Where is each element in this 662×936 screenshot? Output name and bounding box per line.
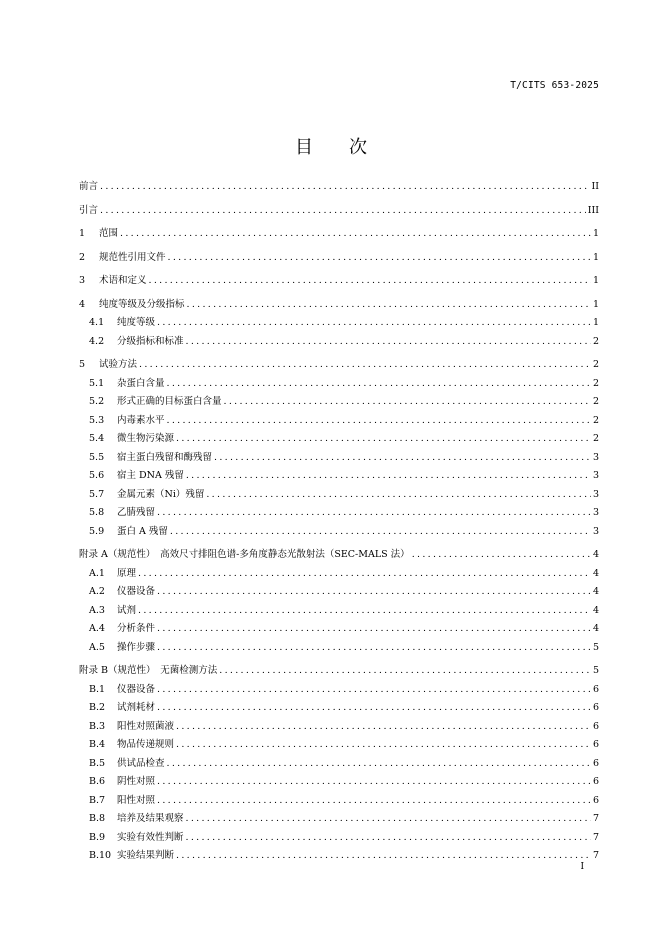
toc-entry-number: 2 xyxy=(79,251,86,263)
toc-entry[interactable] xyxy=(79,832,599,844)
toc-entry-number: B.6 xyxy=(89,776,106,787)
toc-entry-page: 2 xyxy=(592,335,599,347)
toc-entry-title: 规范性引用文件 xyxy=(99,251,166,263)
toc-entry-number: 4.2 xyxy=(89,335,105,347)
toc-entry[interactable] xyxy=(79,396,599,408)
toc-leader-dots xyxy=(186,813,591,825)
toc-leader-dots xyxy=(157,702,591,714)
toc-entry-title: 阴性对照 xyxy=(117,776,156,787)
toc-leader-dots xyxy=(100,181,589,193)
toc-entry-page: 1 xyxy=(592,317,599,328)
toc-entry-title: 杂蛋白含量 xyxy=(117,377,165,389)
toc-leader-dots xyxy=(157,623,591,635)
toc-entry-page: 2 xyxy=(592,377,599,389)
toc-entry-page: 1 xyxy=(592,251,599,263)
toc-leader-dots xyxy=(224,396,591,408)
toc-entry-title: 前言 xyxy=(79,181,99,192)
toc-entry-title: 金属元素（Ni）残留 xyxy=(117,488,205,500)
toc-entry[interactable] xyxy=(79,205,599,217)
toc-entry-number: A.5 xyxy=(89,641,105,653)
toc-entry[interactable] xyxy=(79,489,599,501)
toc-entry[interactable] xyxy=(79,623,599,635)
toc-entry-number: 5.7 xyxy=(89,488,105,500)
toc-entry-title: 试剂 xyxy=(117,604,137,616)
toc-entry-title: 蛋白 A 残留 xyxy=(117,525,168,537)
toc-entry-page: 2 xyxy=(592,433,599,444)
toc-entry-page: 7 xyxy=(592,850,599,861)
toc-leader-dots xyxy=(100,205,586,217)
toc-entry-number: B.1 xyxy=(89,683,106,695)
toc-entry-page: 6 xyxy=(592,794,599,806)
toc-entry-page: 6 xyxy=(592,702,599,713)
toc-entry-page: 6 xyxy=(592,739,599,750)
toc-entry[interactable] xyxy=(79,549,599,561)
toc-entry-page: III xyxy=(587,204,599,216)
toc-entry-number: 附录 A（规范性） 高效尺寸排阻色谱-多角度静态光散射法（SEC-MALS 法） xyxy=(79,549,410,560)
page-title: 目 次 xyxy=(295,137,367,158)
toc-entry[interactable] xyxy=(79,665,599,677)
toc-entry[interactable] xyxy=(79,758,599,770)
toc-entry[interactable] xyxy=(79,739,599,751)
toc-leader-dots xyxy=(186,832,591,844)
toc-leader-dots xyxy=(219,665,591,677)
toc-entry[interactable] xyxy=(79,795,599,807)
toc-leader-dots xyxy=(149,275,591,287)
toc-entry-number: 5.3 xyxy=(89,414,105,426)
toc-leader-dots xyxy=(138,605,591,617)
toc-entry-number: A.1 xyxy=(89,567,105,579)
toc-entry-number: 5.1 xyxy=(89,377,105,389)
toc-leader-dots xyxy=(168,252,591,264)
toc-entry[interactable] xyxy=(79,252,599,264)
toc-entry-title: 培养及结果观察 xyxy=(117,813,184,824)
toc-entry[interactable] xyxy=(79,336,599,348)
toc-entry-page: 7 xyxy=(592,813,599,824)
toc-entry[interactable] xyxy=(79,684,599,696)
toc-entry-page: 5 xyxy=(592,665,599,676)
toc-entry-number: A.3 xyxy=(89,604,105,616)
toc-entry-page: 4 xyxy=(592,586,599,597)
toc-leader-dots xyxy=(139,359,591,371)
toc-leader-dots xyxy=(157,684,591,696)
toc-entry-page: 2 xyxy=(592,396,599,407)
toc-entry-title: 操作步骤 xyxy=(117,641,156,653)
toc-entry-title: 物品传递规则 xyxy=(117,739,175,750)
toc-entry[interactable] xyxy=(79,568,599,580)
toc-entry-page: 7 xyxy=(592,831,599,843)
toc-leader-dots xyxy=(186,336,591,348)
toc-entry-number: B.3 xyxy=(89,720,106,732)
toc-entry-title: 试验方法 xyxy=(99,359,138,370)
toc-leader-dots xyxy=(138,568,591,580)
toc-entry-title: 原理 xyxy=(117,567,137,579)
toc-entry[interactable] xyxy=(79,415,599,427)
toc-entry-page: 4 xyxy=(592,549,599,560)
toc-entry[interactable] xyxy=(79,642,599,654)
toc-entry-page: 4 xyxy=(592,604,599,616)
toc-entry-number: B.5 xyxy=(89,757,106,769)
toc-entry-number: B.9 xyxy=(89,831,106,843)
toc-entry-title: 分析条件 xyxy=(117,623,156,634)
toc-entry-number: 1 xyxy=(79,228,86,239)
toc-entry-page: II xyxy=(591,181,599,192)
toc-entry-number: B.4 xyxy=(89,739,106,750)
toc-leader-dots xyxy=(206,489,591,501)
toc-entry-title: 宿主蛋白残留和酶残留 xyxy=(117,451,213,463)
table-of-contents xyxy=(79,181,599,862)
toc-entry[interactable] xyxy=(79,470,599,482)
toc-entry-title: 引言 xyxy=(79,204,99,216)
toc-leader-dots xyxy=(157,586,591,598)
toc-entry-number: 4.1 xyxy=(89,317,105,328)
toc-leader-dots xyxy=(157,507,591,519)
toc-entry-page: 1 xyxy=(592,228,599,239)
toc-entry-page: 6 xyxy=(592,683,599,695)
toc-entry-title: 阳性对照 xyxy=(117,794,156,806)
toc-leader-dots xyxy=(120,228,591,240)
toc-entry-title: 微生物污染源 xyxy=(117,433,175,444)
toc-entry[interactable] xyxy=(79,776,599,788)
toc-entry-page: 3 xyxy=(592,451,599,463)
toc-entry-number: 4 xyxy=(79,298,86,310)
toc-entry[interactable] xyxy=(79,813,599,825)
toc-entry-page: 3 xyxy=(592,488,599,500)
toc-leader-dots xyxy=(170,526,591,538)
toc-entry[interactable] xyxy=(79,299,599,311)
toc-leader-dots xyxy=(167,758,591,770)
toc-entry-page: 2 xyxy=(592,359,599,370)
toc-entry-page: 1 xyxy=(592,275,599,286)
toc-entry-number: 5 xyxy=(79,359,86,370)
toc-entry-number: 5.9 xyxy=(89,525,105,537)
toc-entry-number: 3 xyxy=(79,275,86,286)
toc-leader-dots xyxy=(167,415,591,427)
toc-leader-dots xyxy=(157,642,591,654)
toc-entry-number: A.2 xyxy=(89,586,105,597)
toc-entry-title: 仪器设备 xyxy=(117,586,156,597)
toc-entry-title: 乙腈残留 xyxy=(117,507,156,518)
toc-entry-number: B.10 xyxy=(89,850,112,861)
toc-entry-page: 6 xyxy=(592,720,599,732)
toc-entry[interactable] xyxy=(79,317,599,329)
toc-entry[interactable] xyxy=(79,378,599,390)
toc-entry-page: 5 xyxy=(592,641,599,653)
toc-entry[interactable] xyxy=(79,850,599,862)
toc-entry-title: 形式正确的目标蛋白含量 xyxy=(117,396,222,407)
toc-entry[interactable] xyxy=(79,275,599,287)
toc-leader-dots xyxy=(214,452,591,464)
toc-entry-title: 宿主 DNA 残留 xyxy=(117,470,184,481)
toc-entry[interactable] xyxy=(79,228,599,240)
toc-entry-page: 6 xyxy=(592,757,599,769)
toc-entry-title: 术语和定义 xyxy=(99,275,147,286)
toc-entry-number: B.7 xyxy=(89,794,106,806)
toc-entry-number: 5.5 xyxy=(89,451,105,463)
toc-entry-page: 3 xyxy=(592,525,599,537)
document-code: T/CITS 653-2025 xyxy=(510,80,599,91)
toc-leader-dots xyxy=(157,776,591,788)
toc-leader-dots xyxy=(157,795,591,807)
toc-entry-number: B.8 xyxy=(89,813,106,824)
toc-entry-title: 纯度等级 xyxy=(117,317,156,328)
toc-entry-page: 6 xyxy=(592,776,599,787)
toc-leader-dots xyxy=(176,739,591,751)
toc-entry-number: B.2 xyxy=(89,702,106,713)
toc-entry[interactable] xyxy=(79,586,599,598)
toc-entry-title: 阳性对照菌液 xyxy=(117,720,175,732)
toc-leader-dots xyxy=(176,433,591,445)
toc-entry[interactable] xyxy=(79,433,599,445)
toc-entry-page: 4 xyxy=(592,567,599,579)
toc-entry-page: 4 xyxy=(592,623,599,634)
toc-entry[interactable] xyxy=(79,702,599,714)
toc-entry[interactable] xyxy=(79,181,599,193)
toc-leader-dots xyxy=(176,721,591,733)
toc-leader-dots xyxy=(187,299,591,311)
toc-entry[interactable] xyxy=(79,359,599,371)
toc-leader-dots xyxy=(186,470,591,482)
toc-leader-dots xyxy=(157,317,591,329)
toc-entry-number: A.4 xyxy=(89,623,105,634)
toc-entry-title: 纯度等级及分级指标 xyxy=(99,298,185,310)
toc-entry-title: 内毒素水平 xyxy=(117,414,165,426)
toc-entry[interactable] xyxy=(79,507,599,519)
toc-entry-title: 分级指标和标准 xyxy=(117,335,184,347)
toc-entry-number: 5.4 xyxy=(89,433,105,444)
toc-entry-page: 1 xyxy=(592,298,599,310)
toc-entry[interactable] xyxy=(79,605,599,617)
toc-entry-page: 3 xyxy=(592,507,599,518)
toc-entry-page: 3 xyxy=(592,470,599,481)
toc-entry-title: 仪器设备 xyxy=(117,683,156,695)
toc-entry-title: 供试品检查 xyxy=(117,757,165,769)
toc-entry-title: 范围 xyxy=(99,228,119,239)
toc-leader-dots xyxy=(167,378,591,390)
toc-leader-dots xyxy=(176,850,591,862)
page-number: I xyxy=(580,862,584,872)
toc-entry-number: 5.6 xyxy=(89,470,105,481)
toc-entry-number: 5.8 xyxy=(89,507,105,518)
toc-entry-page: 2 xyxy=(592,414,599,426)
toc-entry[interactable] xyxy=(79,452,599,464)
toc-entry[interactable] xyxy=(79,526,599,538)
toc-leader-dots xyxy=(412,549,591,561)
toc-entry-title: 实验有效性判断 xyxy=(117,831,184,843)
toc-entry-title: 实验结果判断 xyxy=(117,850,175,861)
toc-entry-number: 5.2 xyxy=(89,396,105,407)
toc-entry[interactable] xyxy=(79,721,599,733)
toc-entry-number: 附录 B（规范性） 无菌检测方法 xyxy=(79,665,218,676)
toc-entry-title: 试剂耗材 xyxy=(117,702,156,713)
